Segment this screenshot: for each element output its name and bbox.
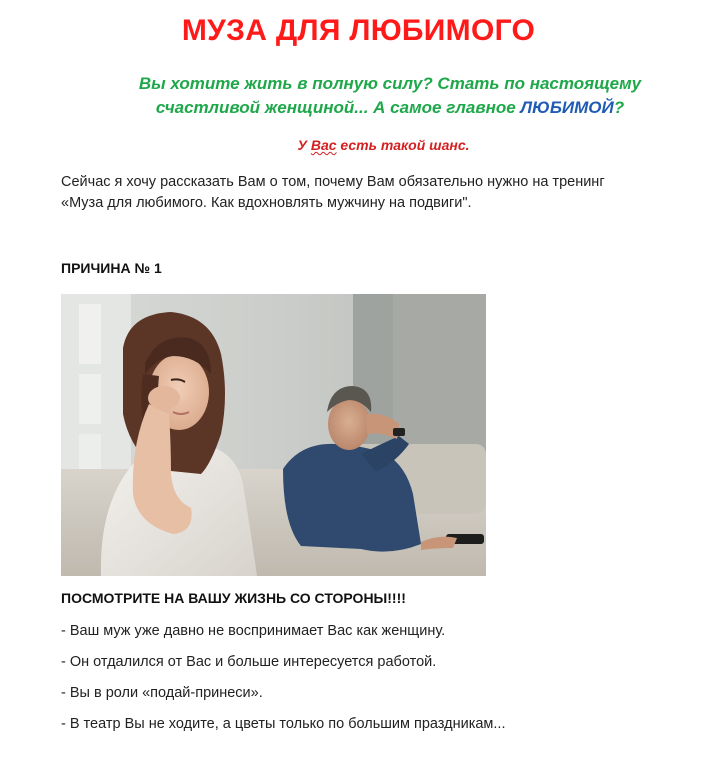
list-item: - Он отдалился от Вас и больше интересуется работой. (61, 654, 437, 670)
subtitle (60, 72, 717, 120)
intro-line-1: Сейчас я хочу рассказать Вам о том, почему Вам обязательно нужно на тренинг (61, 174, 605, 190)
list-item: - Ваш муж уже давно не воспринимает Вас как женщину. (61, 623, 446, 639)
subtitle-line-1: Вы хотите жить в полную силу? Стать по настоящему (138, 74, 642, 93)
couple-photo-illustration (61, 294, 486, 576)
subtitle-line-2-prefix: счастливой женщиной... А самое главное (155, 98, 521, 117)
bullet-list (61, 620, 701, 744)
list-item: - Вы в роли «подай-принеси». (61, 685, 263, 701)
page-title: МУЗА ДЛЯ ЛЮБИМОГО (181, 14, 536, 47)
intro-paragraph (61, 172, 701, 214)
couple-photo (61, 294, 486, 576)
subtitle-accent-word: ЛЮБИМОЙ (520, 98, 614, 117)
list-item: - В театр Вы не ходите, а цветы только по большим праздникам... (61, 716, 506, 732)
subtitle-line-2 (60, 96, 717, 120)
chance-underlined-word: Вас (310, 137, 337, 153)
chance-suffix: есть такой шанс. (336, 137, 470, 153)
section-heading: ПОСМОТРИТЕ НА ВАШУ ЖИЗНЬ СО СТОРОНЫ!!!! (61, 590, 406, 606)
chance-prefix: У (297, 137, 311, 153)
reason-title: ПРИЧИНА № 1 (61, 260, 162, 276)
subtitle-line-2-suffix: ? (613, 98, 625, 117)
chance-line (0, 137, 717, 153)
intro-line-2: «Муза для любимого. Как вдохновлять мужчину на подвиги". (61, 195, 472, 211)
